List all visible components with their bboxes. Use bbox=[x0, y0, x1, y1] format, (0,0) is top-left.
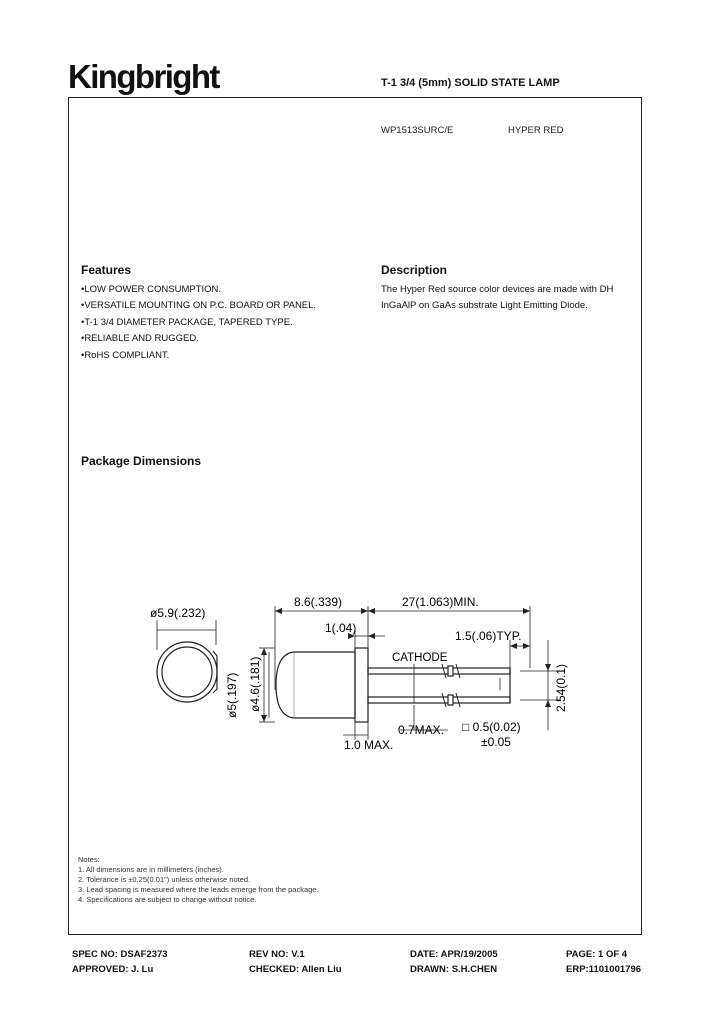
dim-lead-length: 27(1.063)MIN. bbox=[402, 595, 479, 609]
features-heading: Features bbox=[81, 263, 132, 277]
revision-number: REV NO: V.1 bbox=[249, 949, 305, 960]
spec-date: DATE: APR/19/2005 bbox=[410, 949, 498, 960]
dim-lead-max: 0.7MAX. bbox=[398, 723, 445, 737]
package-heading: Package Dimensions bbox=[81, 454, 202, 468]
checked-by: CHECKED: Allen Liu bbox=[249, 964, 342, 975]
part-number: WP1513SURC/E bbox=[381, 125, 454, 136]
notes-heading: Notes: bbox=[78, 855, 100, 864]
dim-lead-gap: 1.5(.06)TYP. bbox=[455, 629, 522, 643]
brand-logo: Kingbright bbox=[68, 58, 219, 95]
dim-outer-diameter: ø5.9(.232) bbox=[150, 606, 206, 620]
part-color: HYPER RED bbox=[508, 125, 564, 136]
dim-flange-max: 1.0 MAX. bbox=[344, 738, 394, 752]
dim-square-lead: □ 0.5(0.02) bbox=[462, 720, 521, 734]
feature-item: •LOW POWER CONSUMPTION. bbox=[81, 284, 222, 295]
document-title: T-1 3/4 (5mm) SOLID STATE LAMP bbox=[381, 77, 560, 89]
lead-cathode bbox=[368, 697, 510, 703]
dim-lead-offset: 1(.04) bbox=[325, 621, 357, 635]
lens-inner-ring bbox=[162, 647, 212, 697]
feature-item: •RoHS COMPLIANT. bbox=[81, 350, 170, 361]
lead-anode bbox=[368, 668, 510, 674]
note-item: 2. Tolerance is ±0.25(0.01") unless otherwise noted. bbox=[78, 875, 251, 884]
approved-by: APPROVED: J. Lu bbox=[72, 964, 154, 975]
cathode-label: CATHODE bbox=[392, 652, 448, 664]
erp-number: ERP:1101001796 bbox=[566, 964, 642, 975]
led-body bbox=[276, 652, 355, 718]
lens-outer-ring bbox=[157, 642, 217, 702]
description-line: InGaAlP on GaAs substrate Light Emitting Diode. bbox=[381, 300, 588, 311]
note-item: 1. All dimensions are in millimeters (inches). bbox=[78, 865, 224, 874]
spec-number: SPEC NO: DSAF2373 bbox=[72, 949, 168, 960]
description-heading: Description bbox=[381, 263, 448, 277]
dim-body-diameter: ø5(.197) bbox=[225, 672, 239, 718]
led-flange bbox=[355, 648, 368, 722]
feature-item: •VERSATILE MOUNTING ON P.C. BOARD OR PANEL. bbox=[81, 300, 317, 311]
drawn-by: DRAWN: S.H.CHEN bbox=[410, 964, 498, 975]
dim-body-length: 8.6(.339) bbox=[294, 595, 343, 609]
feature-item: •T-1 3/4 DIAMETER PACKAGE, TAPERED TYPE. bbox=[81, 317, 293, 328]
description-line: The Hyper Red source color devices are made with DH bbox=[381, 284, 614, 295]
dim-inner-diameter: ø4.6(.181) bbox=[248, 656, 262, 712]
note-item: 4. Specifications are subject to change without notice. bbox=[78, 895, 257, 904]
feature-item: •RELIABLE AND RUGGED. bbox=[81, 333, 199, 344]
page-number: PAGE: 1 OF 4 bbox=[566, 949, 628, 960]
dim-lead-spacing: 2.54(0.1) bbox=[554, 663, 568, 712]
dim-tolerance: ±0.05 bbox=[481, 735, 511, 749]
note-item: 3. Lead spacing is measured where the leads emerge from the package. bbox=[78, 885, 319, 894]
